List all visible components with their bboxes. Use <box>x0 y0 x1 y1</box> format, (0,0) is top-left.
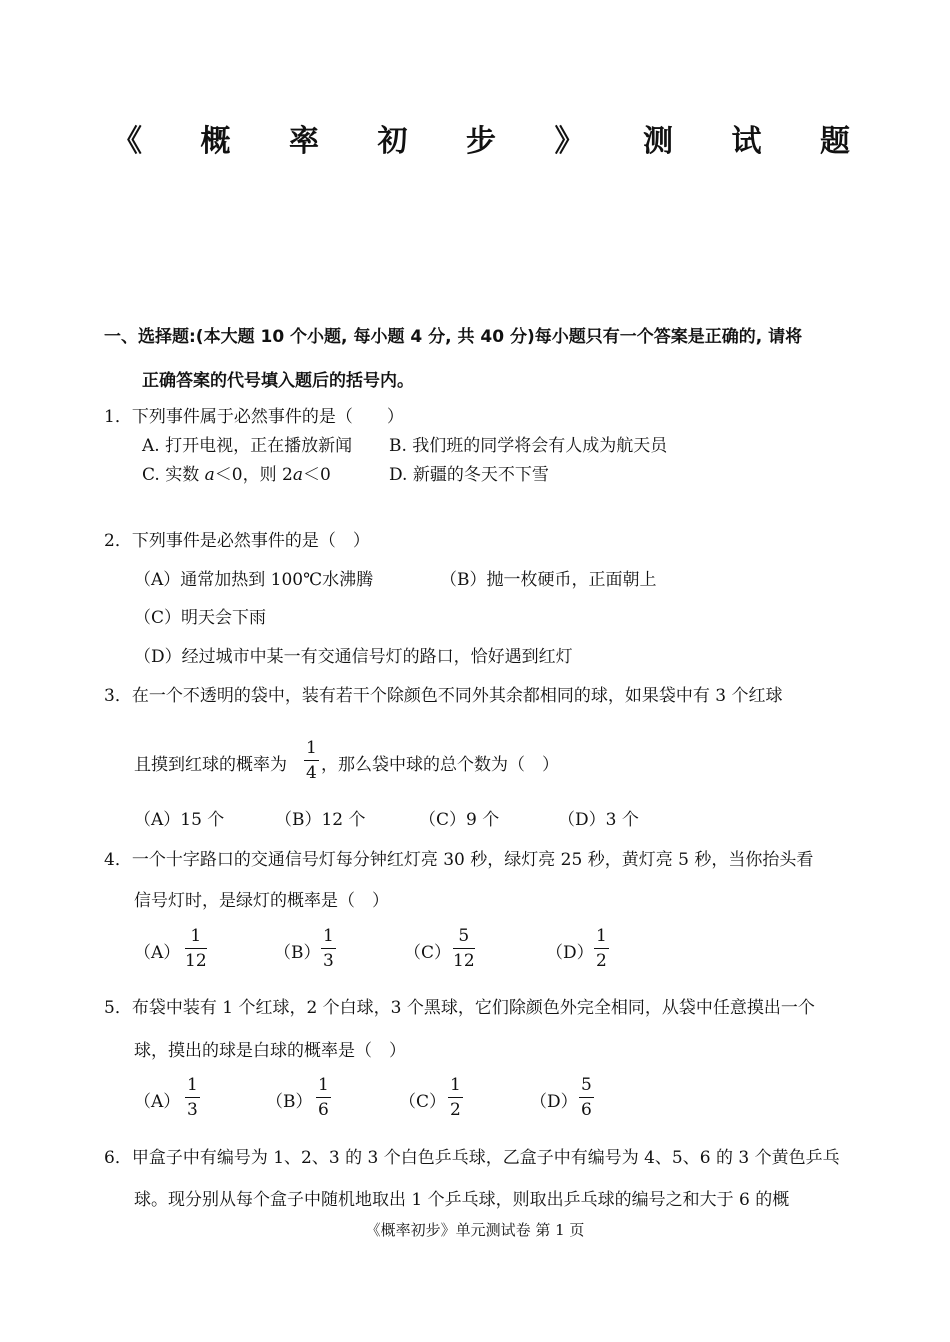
q1-option-b: B. 我们班的同学将会有人成为航天员 <box>389 436 668 456</box>
question-6-stem: 6．甲盒子中有编号为 1、2、3 的 3 个白色乒乓球，乙盒子中有编号为 4、5、6 的 3 个黄色乒乓 <box>104 1148 840 1168</box>
fraction <box>579 1077 594 1119</box>
fraction-denominator: 4 <box>306 763 317 783</box>
title-char: 试 <box>731 124 762 159</box>
q1-option-c-prefix: C. 实数 <box>142 465 205 485</box>
question-6-stem-cont: 球。现分别从每个盒子中随机地取出 1 个乒乓球，则取出乒乓球的编号之和大于 6 的概 <box>134 1190 790 1210</box>
q2-option-b: （B）抛一枚硬币，正面朝上 <box>440 570 657 590</box>
fraction <box>453 928 475 970</box>
title-char: 率 <box>289 124 319 159</box>
q1-option-c-mid: ＜0，则 2 <box>214 465 293 485</box>
title-char: 步 <box>466 124 496 159</box>
q1-option-d: D. 新疆的冬天不下雪 <box>389 465 549 485</box>
q3-option-c: （C）9 个 <box>419 810 500 830</box>
question-3-stem-end: ，那么袋中球的总个数为（ ） <box>321 755 559 775</box>
title-char: 题 <box>820 124 850 159</box>
q2-option-d: （D）经过城市中某一有交通信号灯的路口，恰好遇到红灯 <box>134 647 573 667</box>
q4-option-b-label: （B） <box>274 943 321 963</box>
fraction <box>321 928 336 970</box>
fraction-numerator: 1 <box>596 926 607 946</box>
fraction-numerator: 1 <box>450 1075 461 1095</box>
question-1-stem: 1．下列事件属于必然事件的是（ ） <box>104 407 404 427</box>
question-5-stem: 5．布袋中装有 1 个红球，2 个白球，3 个黑球，它们除颜色外完全相同，从袋中任意摸出一个 <box>104 998 815 1018</box>
q5-option-b-label: （B） <box>266 1092 313 1112</box>
q3-option-b: （B）12 个 <box>275 810 366 830</box>
fraction-numerator: 5 <box>581 1075 592 1095</box>
title-char: 概 <box>200 124 231 159</box>
section-heading: 一、选择题:(本大题 10 个小题, 每小题 4 分, 共 40 分)每小题只有一个答案是正确的, 请将 <box>104 327 803 347</box>
question-4-stem-cont: 信号灯时，是绿灯的概率是（ ） <box>134 891 389 911</box>
fraction-denominator: 3 <box>187 1100 198 1120</box>
question-5-stem-cont: 球，摸出的球是白球的概率是（ ） <box>134 1041 406 1061</box>
fraction-denominator: 2 <box>596 951 607 971</box>
fraction <box>448 1077 463 1119</box>
q5-option-a-label: （A） <box>134 1092 181 1112</box>
q3-option-d: （D）3 个 <box>558 810 639 830</box>
fraction-denominator: 12 <box>453 951 475 971</box>
page-title <box>112 116 850 160</box>
question-4-stem: 4．一个十字路口的交通信号灯每分钟红灯亮 30 秒，绿灯亮 25 秒，黄灯亮 5 秒，当你抬头看 <box>104 850 814 870</box>
var-a: a <box>204 465 215 485</box>
q3-option-a: （A）15 个 <box>134 810 225 830</box>
q5-option-c-label: （C） <box>399 1092 447 1112</box>
fraction-denominator: 2 <box>450 1100 461 1120</box>
title-char: 》 <box>554 124 585 159</box>
q1-option-a: A. 打开电视，正在播放新闻 <box>142 436 353 456</box>
q4-option-a-label: （A） <box>134 943 181 963</box>
fraction <box>594 928 609 970</box>
title-char: 测 <box>643 124 673 159</box>
q1-option-c <box>142 460 331 485</box>
fraction <box>185 928 207 970</box>
q1-option-c-suffix: ＜0 <box>302 465 331 485</box>
fraction-numerator: 1 <box>187 1075 198 1095</box>
fraction-numerator: 1 <box>323 926 334 946</box>
q4-option-c-label: （C） <box>404 943 452 963</box>
q2-option-a: （A）通常加热到 100℃水沸腾 <box>134 570 374 590</box>
q5-option-d-label: （D） <box>530 1092 578 1112</box>
fraction-numerator: 1 <box>190 926 202 946</box>
section-heading-cont: 正确答案的代号填入题后的括号内。 <box>142 371 414 391</box>
q2-option-c: （C）明天会下雨 <box>134 608 267 628</box>
fraction-denominator: 3 <box>323 951 334 971</box>
fraction-numerator: 5 <box>458 926 470 946</box>
page-footer: 《概率初步》单元测试卷 第 1 页 <box>365 1221 585 1239</box>
question-3-stem: 3．在一个不透明的袋中，装有若干个除颜色不同外其余都相同的球，如果袋中有 3 个红球 <box>104 686 783 706</box>
fraction <box>316 1077 331 1119</box>
fraction-denominator: 6 <box>318 1100 329 1120</box>
question-3-stem-cont: 且摸到红球的概率为 <box>134 755 287 775</box>
fraction-denominator: 12 <box>185 951 207 971</box>
title-char: 初 <box>377 124 408 159</box>
question-2-stem: 2．下列事件是必然事件的是（ ） <box>104 531 370 551</box>
var-a: a <box>292 465 303 485</box>
fraction <box>304 740 319 782</box>
q4-option-d-label: （D） <box>546 943 594 963</box>
fraction <box>185 1077 200 1119</box>
title-char: 《 <box>112 124 142 159</box>
fraction-denominator: 6 <box>581 1100 592 1120</box>
fraction-numerator: 1 <box>318 1075 329 1095</box>
fraction-numerator: 1 <box>306 738 317 758</box>
